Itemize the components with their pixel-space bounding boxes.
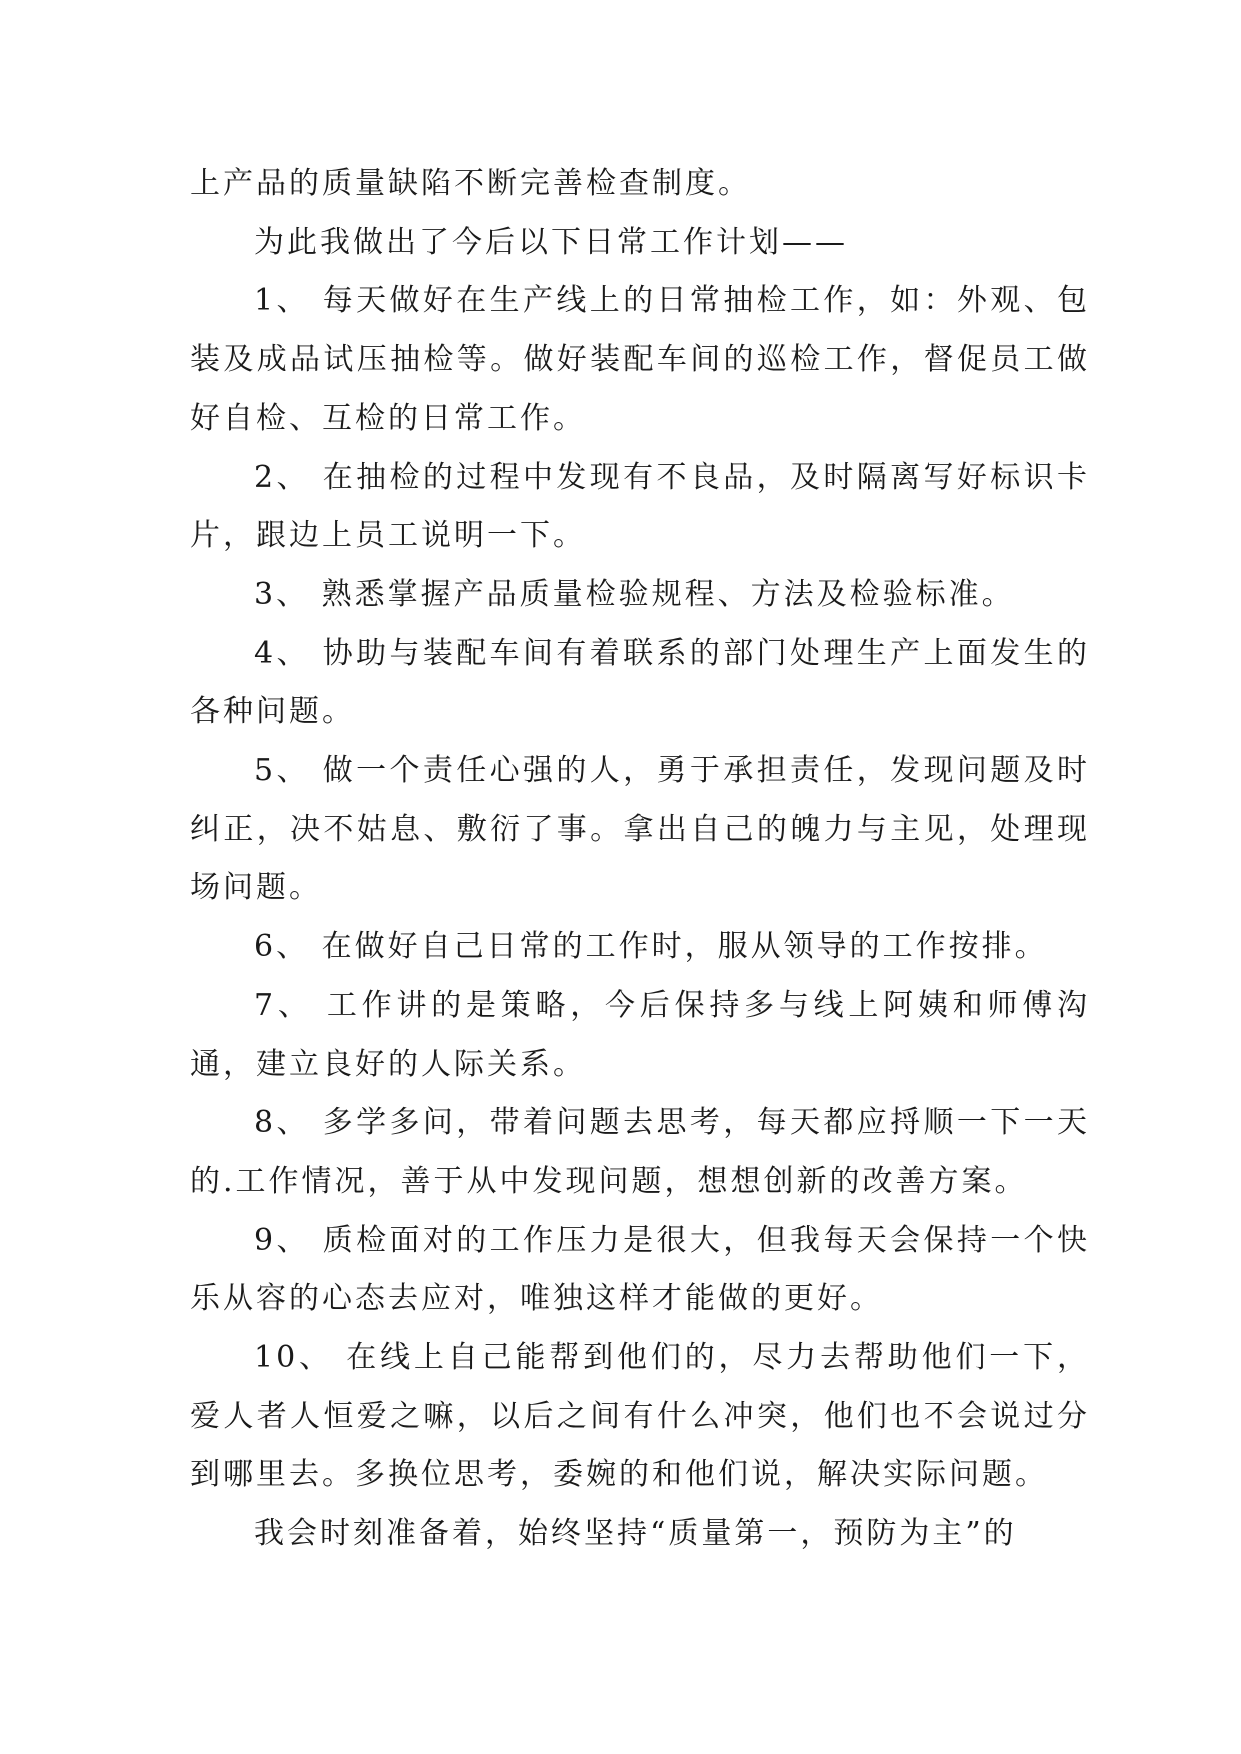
plan-item-2: 2、 在抽检的过程中发现有不良品，及时隔离写好标识卡片，跟边上员工说明一下。 [190,459,1090,554]
plan-item-4: 4、 协助与装配车间有着联系的部门处理生产上面发生的各种问题。 [190,635,1090,730]
plan-item-9: 9、 质检面对的工作压力是很大，但我每天会保持一个快乐从容的心态去应对，唯独这样才能做的更好。 [190,1222,1090,1317]
document-body [190,155,1090,1564]
plan-item-6: 6、 在做好自己日常的工作时，服从领导的工作按排。 [254,929,1048,965]
plan-item-1: 1、 每天做好在生产线上的日常抽检工作，如：外观、包装及成品试压抽检等。做好装配车间的巡检工作，督促员工做好自检、互检的日常工作。 [190,283,1090,436]
plan-item-8: 8、 多学多问，带着问题去思考，每天都应捋顺一下一天的.工作情况，善于从中发现问题，想想创新的改善方案。 [190,1105,1090,1199]
paragraph-closing: 我会时刻准备着，始终坚持“质量第一，预防为主”的 [254,1516,1017,1552]
plan-item-7: 7、 工作讲的是策略，今后保持多与线上阿姨和师傅沟通，建立良好的人际关系。 [190,987,1090,1082]
plan-item-3: 3、 熟悉掌握产品质量检验规程、方法及检验标准。 [254,576,1015,612]
plan-item-5: 5、 做一个责任心强的人，勇于承担责任，发现问题及时纠正，决不姑息、敷衍了事。拿出自己的魄力与主见，处理现场问题。 [190,753,1090,906]
plan-item-10: 10、 在线上自己能帮到他们的，尽力去帮助他们一下，爱人者人恒爱之嘛，以后之间有什么冲突，他们也不会说过分到哪里去。多换位思考，委婉的和他们说，解决实际问题。 [190,1340,1090,1493]
paragraph-plan-intro: 为此我做出了今后以下日常工作计划—— [254,224,848,260]
paragraph-continuation: 上产品的质量缺陷不断完善检查制度。 [190,166,751,201]
